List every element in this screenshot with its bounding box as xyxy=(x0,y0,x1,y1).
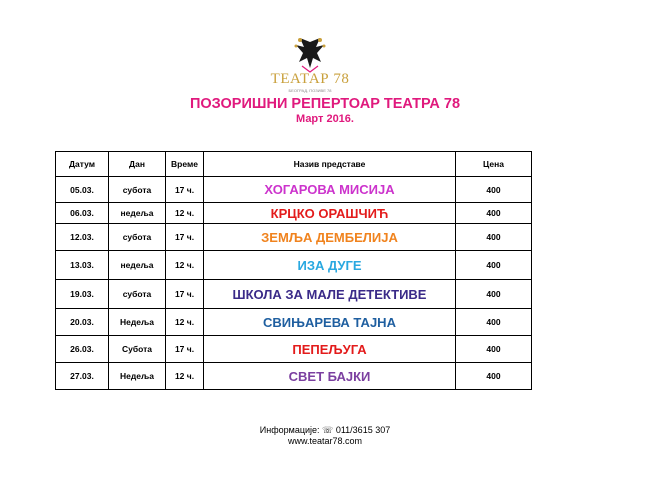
repertoire-table xyxy=(55,151,532,390)
page-title: ПОЗОРИШНИ РЕПЕРТОАР ТЕАТРА 78 xyxy=(189,96,461,112)
cell-day: Субота xyxy=(109,336,166,363)
cell-date: 20.03. xyxy=(56,309,109,336)
cell-show-title: СВЕТ БАЈКИ xyxy=(204,363,456,390)
table-row xyxy=(56,336,532,363)
cell-date: 12.03. xyxy=(56,224,109,251)
cell-time: 12 ч. xyxy=(166,309,204,336)
cell-price: 400 xyxy=(456,309,532,336)
cell-date: 06.03. xyxy=(56,203,109,224)
cell-show-title: КРЦКО ОРАШЧИЋ xyxy=(204,203,456,224)
table-row xyxy=(56,309,532,336)
cell-day: недеља xyxy=(109,203,166,224)
table-header-row xyxy=(56,152,532,177)
cell-day: субота xyxy=(109,177,166,203)
table-row xyxy=(56,203,532,224)
table-row xyxy=(56,280,532,309)
cell-time: 17 ч. xyxy=(166,280,204,309)
footer-contact xyxy=(0,425,650,447)
cell-price: 400 xyxy=(456,177,532,203)
cell-price: 400 xyxy=(456,203,532,224)
logo-subtext: БЕОГРАД, ПОЗИВЕ 78 xyxy=(288,88,332,93)
cell-show-title: ИЗА ДУГЕ xyxy=(204,251,456,280)
cell-day: субота xyxy=(109,280,166,309)
table-row xyxy=(56,363,532,390)
cell-day: недеља xyxy=(109,251,166,280)
cell-time: 12 ч. xyxy=(166,203,204,224)
cell-show-title: ЗЕМЉА ДЕМБЕЛИЈА xyxy=(204,224,456,251)
table-row xyxy=(56,177,532,203)
cell-price: 400 xyxy=(456,224,532,251)
table-row xyxy=(56,224,532,251)
cell-price: 400 xyxy=(456,336,532,363)
header-date: Датум xyxy=(56,152,109,177)
cell-time: 17 ч. xyxy=(166,177,204,203)
page-subtitle: Март 2016. xyxy=(296,113,354,125)
logo-wordmark: ТЕАТАР 78 xyxy=(270,71,350,87)
cell-show-title: ХОГАРОВА МИСИЈА xyxy=(204,177,456,203)
cell-time: 12 ч. xyxy=(166,251,204,280)
cell-time: 17 ч. xyxy=(166,224,204,251)
contact-line xyxy=(0,425,650,436)
theatre-logo xyxy=(270,38,350,98)
table-row xyxy=(56,251,532,280)
cell-time: 12 ч. xyxy=(166,363,204,390)
cell-date: 27.03. xyxy=(56,363,109,390)
cell-show-title: СВИЊАРЕВА ТАЈНА xyxy=(204,309,456,336)
cell-date: 26.03. xyxy=(56,336,109,363)
header-day: Дан xyxy=(109,152,166,177)
cell-time: 17 ч. xyxy=(166,336,204,363)
cell-price: 400 xyxy=(456,251,532,280)
cell-day: Недеља xyxy=(109,309,166,336)
cell-price: 400 xyxy=(456,363,532,390)
cell-day: субота xyxy=(109,224,166,251)
cell-show-title: ШКОЛА ЗА МАЛЕ ДЕТЕКТИВЕ xyxy=(204,280,456,309)
website-link[interactable]: www.teatar78.com xyxy=(287,436,363,446)
header-time: Време xyxy=(166,152,204,177)
phone-icon: ☏ xyxy=(322,425,334,435)
cell-date: 13.03. xyxy=(56,251,109,280)
jester-logo-icon xyxy=(270,38,350,74)
cell-price: 400 xyxy=(456,280,532,309)
header-show-title: Назив представе xyxy=(204,152,456,177)
info-label: Информације: xyxy=(259,425,320,435)
cell-date: 05.03. xyxy=(56,177,109,203)
cell-day: Недеља xyxy=(109,363,166,390)
cell-date: 19.03. xyxy=(56,280,109,309)
header-price: Цена xyxy=(456,152,532,177)
cell-show-title: ПЕПЕЉУГА xyxy=(204,336,456,363)
phone-number: 011/3615 307 xyxy=(335,425,391,435)
